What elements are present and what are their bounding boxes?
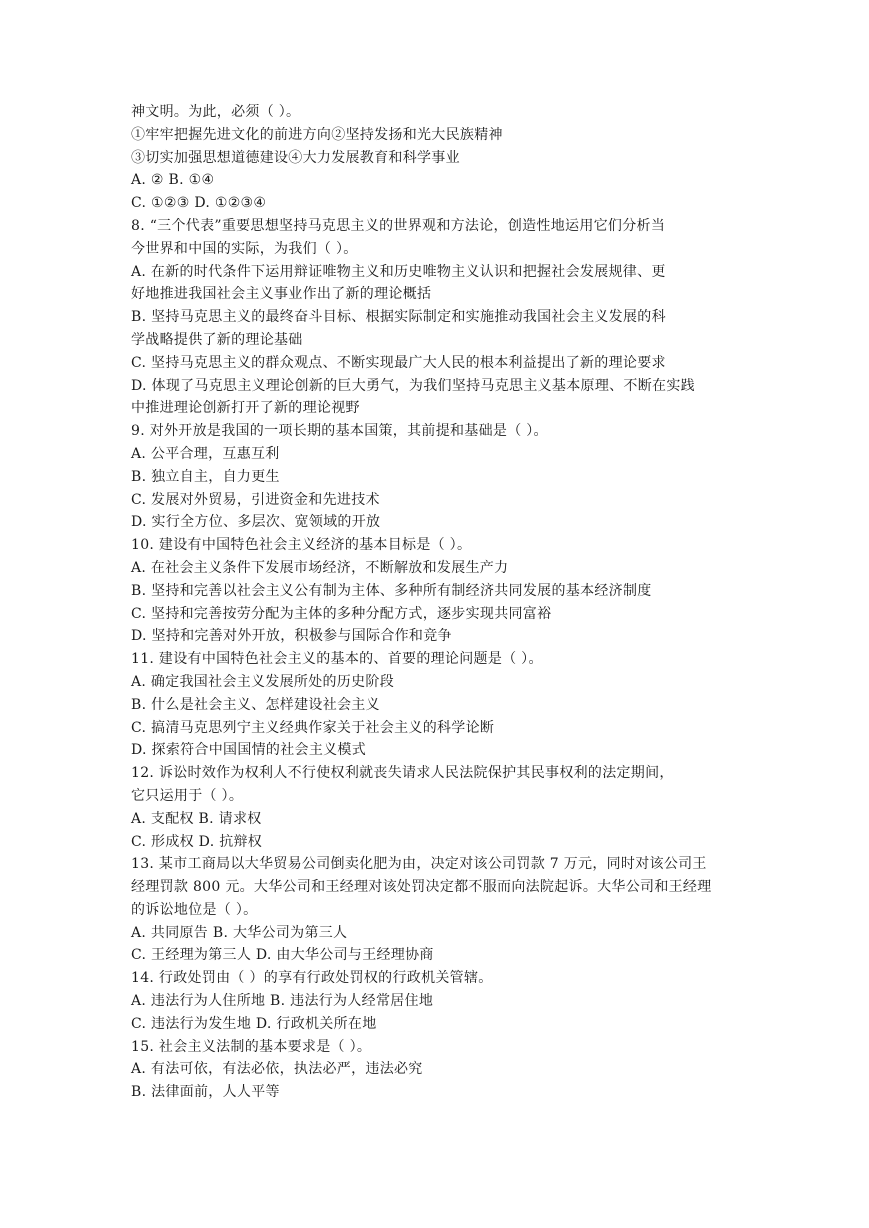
question-11: 11. 建设有中国特色社会主义的基本的、首要的理论问题是（ ）。 <box>131 651 543 668</box>
question-14: 14. 行政处罚由（ ）的享有行政处罚权的行政机关管辖。 <box>131 970 493 987</box>
text-line: A. 公平合理，互惠互利 <box>131 445 280 462</box>
text-line: C. 发展对外贸易，引进资金和先进技术 <box>131 491 380 508</box>
document-text <box>131 101 771 1104</box>
text-line: C. 坚持马克思主义的群众观点、不断实现最广大人民的根本利益提出了新的理论要求 <box>131 354 666 371</box>
text-line: C. 形成权 D. 抗辩权 <box>131 833 263 850</box>
question-15: 15. 社会主义法制的基本要求是（ ）。 <box>131 1038 372 1055</box>
text-line: C. ①②③ D. ①②③④ <box>131 195 267 212</box>
text-line: A. 有法可依，有法必依，执法必严，违法必究 <box>131 1061 423 1078</box>
text-line: B. 坚持马克思主义的最终奋斗目标、根据实际制定和实施推动我国社会主义发展的科 <box>131 309 666 326</box>
text-line: 的诉讼地位是（ ）。 <box>131 901 258 918</box>
text-line: A. 支配权 B. 请求权 <box>131 810 262 827</box>
text-line: A. 在新的时代条件下运用辩证唯物主义和历史唯物主义认识和把握社会发展规律、更 <box>131 263 666 280</box>
text-line: D. 实行全方位、多层次、宽领域的开放 <box>131 514 381 531</box>
text-line: D. 探索符合中国国情的社会主义模式 <box>131 742 367 759</box>
text-line: ①牢牢把握先进文化的前进方向②坚持发扬和光大民族精神 <box>131 126 503 143</box>
text-line: 中推进理论创新打开了新的理论视野 <box>131 400 360 417</box>
text-line: A. 共同原告 B. 大华公司为第三人 <box>131 924 348 941</box>
text-line: 今世界和中国的实际，为我们（ ）。 <box>131 240 358 257</box>
text-line: A. 违法行为人住所地 B. 违法行为人经常居住地 <box>131 993 434 1010</box>
text-line: A. ② B. ①④ <box>131 172 215 189</box>
text-line: D. 体现了马克思主义理论创新的巨大勇气，为我们坚持马克思主义基本原理、不断在实践 <box>131 377 695 394</box>
text-line: 学战略提供了新的理论基础 <box>131 331 303 348</box>
text-line: 它只运用于（ ）。 <box>131 787 244 804</box>
text-line: B. 坚持和完善以社会主义公有制为主体、多种所有制经济共同发展的基本经济制度 <box>131 582 652 599</box>
text-line: ③切实加强思想道德建设④大力发展教育和科学事业 <box>131 149 460 166</box>
question-13: 13. 某市工商局以大华贸易公司倒卖化肥为由，决定对该公司罚款 7 万元，同时对该公司王 <box>131 856 707 873</box>
text-line: D. 坚持和完善对外开放，积极参与国际合作和竞争 <box>131 628 452 645</box>
text-line: 经理罚款 800 元。大华公司和王经理对该处罚决定都不服而向法院起诉。大华公司和王经理 <box>131 879 712 896</box>
question-10: 10. 建设有中国特色社会主义经济的基本目标是（ ）。 <box>131 537 472 554</box>
text-line: 好地推进我国社会主义事业作出了新的理论概括 <box>131 286 432 303</box>
text-line: 神文明。为此，必须（ ）。 <box>131 104 301 120</box>
text-line: A. 在社会主义条件下发展市场经济，不断解放和发展生产力 <box>131 559 509 576</box>
text-line: C. 坚持和完善按劳分配为主体的多种分配方式，逐步实现共同富裕 <box>131 605 552 622</box>
question-12: 12. 诉讼时效作为权利人不行使权利就丧失请求人民法院保护其民事权利的法定期间， <box>131 765 674 782</box>
text-line: C. 违法行为发生地 D. 行政机关所在地 <box>131 1015 377 1032</box>
text-line: B. 法律面前，人人平等 <box>131 1084 280 1101</box>
text-line: C. 搞清马克思列宁主义经典作家关于社会主义的科学论断 <box>131 719 495 736</box>
text-line: A. 确定我国社会主义发展所处的历史阶段 <box>131 673 395 690</box>
question-9: 9. 对外开放是我国的一项长期的基本国策，其前提和基础是（ ）。 <box>131 423 548 440</box>
text-line: B. 独立自主，自力更生 <box>131 468 280 485</box>
question-8: 8. “三个代表”重要思想坚持马克思主义的世界观和方法论，创造性地运用它们分析当 <box>131 217 666 234</box>
text-line: C. 王经理为第三人 D. 由大华公司与王经理协商 <box>131 947 434 964</box>
text-line: B. 什么是社会主义、怎样建设社会主义 <box>131 696 380 713</box>
